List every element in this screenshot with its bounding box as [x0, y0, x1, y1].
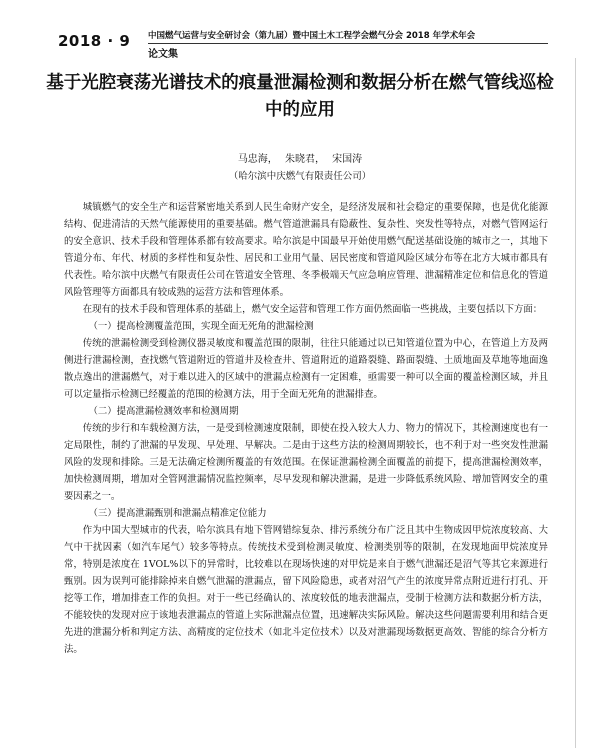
section-heading: （二）提高泄漏检测效率和检测周期: [88, 406, 239, 417]
paragraph: 城镇燃气的安全生产和运营紧密地关系到人民生命财产安全，是经济发展和社会稳定的重要保障，也是优化能源结构、促进清洁的天然气能源使用的重要基础。燃气管道泄漏具有隐蔽性、复杂性、突发性等特点，对燃气管网运行的安全意识、技术手段和管理体系都有较高要求。哈尔滨是中国最早开始使用燃气配送基础设施的城市之一，其地下管道分布、年代、材质的多样性和复杂性、居民和工业用气量、居民密度和管道风险区域分布等在北方大城市都具有代表性。哈尔滨中庆燃气有限责任公司在管道安全管理、冬季极端天气应急响应管理、泄漏精准定位和信息化的管道风险管理等方面都具有较成熟的运营方法和管理体系。: [64, 202, 548, 298]
paragraph: 在现有的技术手段和管理体系的基础上，燃气安全运营和管理工作方面仍然面临一些挑战，主要包括以下方面：: [82, 304, 543, 315]
paragraph: 作为中国大型城市的代表，哈尔滨具有地下管网错综复杂、排污系统分布广泛且其中生物成因甲烷浓度较高、大气中干扰因素（如汽车尾气）较多等特点。传统技术受到检测灵敏度、检测类别等的限制，在发现地面甲烷浓度异常，特别是浓度在 1VOL%以下的异常时，比较难以在现场快速的对甲烷是来自于燃气泄漏还是沼气等其它来源进行甄别。因为误判可能排除掉来自燃气泄漏的泄漏点，留下风险隐患，或者对沼气产生的浓度异常点附近进行打孔、开挖等工作，增加排查工作的负担。对于一些已经确认的、浓度较低的地表泄漏点，受制于检测方法和数据分析方法，不能较快的发现对应于该地表泄漏点的管道上实际泄漏点位置，迅速解决实际风险。解决这些问题需要利用和结合更先进的泄漏分析和判定方法、高精度的定位技术（如北斗定位技术）以及对泄漏现场数据更高效、智能的综合分析方法。: [64, 525, 548, 655]
body-text: [64, 199, 548, 658]
year-issue: 2018 · 9: [58, 32, 131, 50]
affiliation: （哈尔滨中庆燃气有限责任公司）: [228, 171, 372, 182]
paragraph: 传统的步行和车载检测方法，一是受到检测速度限制，即使在投入较大人力、物力的情况下，其检测速度也有一定局限性，制约了泄漏的早发现、早处理、早解决。二是由于这些方法的检测周期较长，也不利于对一些突发性泄漏风险的发现和排除。三是无法确定检测所覆盖的有效范围。在保证泄漏检测全面覆盖的前提下，提高泄漏检测效率，加快检测周期，增加对全管网泄漏情况监控频率，尽早发现和解决泄漏，是进一步降低系统风险、增加管网安全的重要因素之一。: [64, 423, 548, 502]
paragraph: 传统的泄漏检测受到检测仪器灵敏度和覆盖范围的限制，往往只能通过以已知管道位置为中心，在管道上方及两侧进行泄漏检测，查找燃气管道附近的管道井及检查井、管道附近的道路裂缝、路面裂缝、土质地面及草地等地面逸散点逸出的泄漏燃气，对于难以进入的区域中的泄漏点检测有一定困难，亟需要一种可以全面的覆盖检测区域，并且可以定量指示检测已经覆盖的范围的检测方法，用于全面无死角的泄漏排查。: [64, 338, 548, 400]
page-edge-shadow: [575, 58, 580, 748]
paper-title: 基于光腔衰荡光谱技术的痕量泄漏检测和数据分析在燃气管线巡检中的应用: [46, 73, 554, 120]
proceedings-label: 论文集: [148, 49, 178, 60]
section-heading: （一）提高检测覆盖范围，实现全面无死角的泄漏检测: [88, 321, 314, 332]
authors: 马忠海， 朱晓君， 宋国涛: [237, 154, 363, 165]
section-heading: （三）提高泄漏甄别和泄漏点精准定位能力: [88, 508, 267, 519]
conference-name: 中国燃气运营与安全研讨会（第九届）暨中国土木工程学会燃气分会 2018 年学术年会: [148, 31, 476, 41]
header-rule: [148, 43, 548, 44]
